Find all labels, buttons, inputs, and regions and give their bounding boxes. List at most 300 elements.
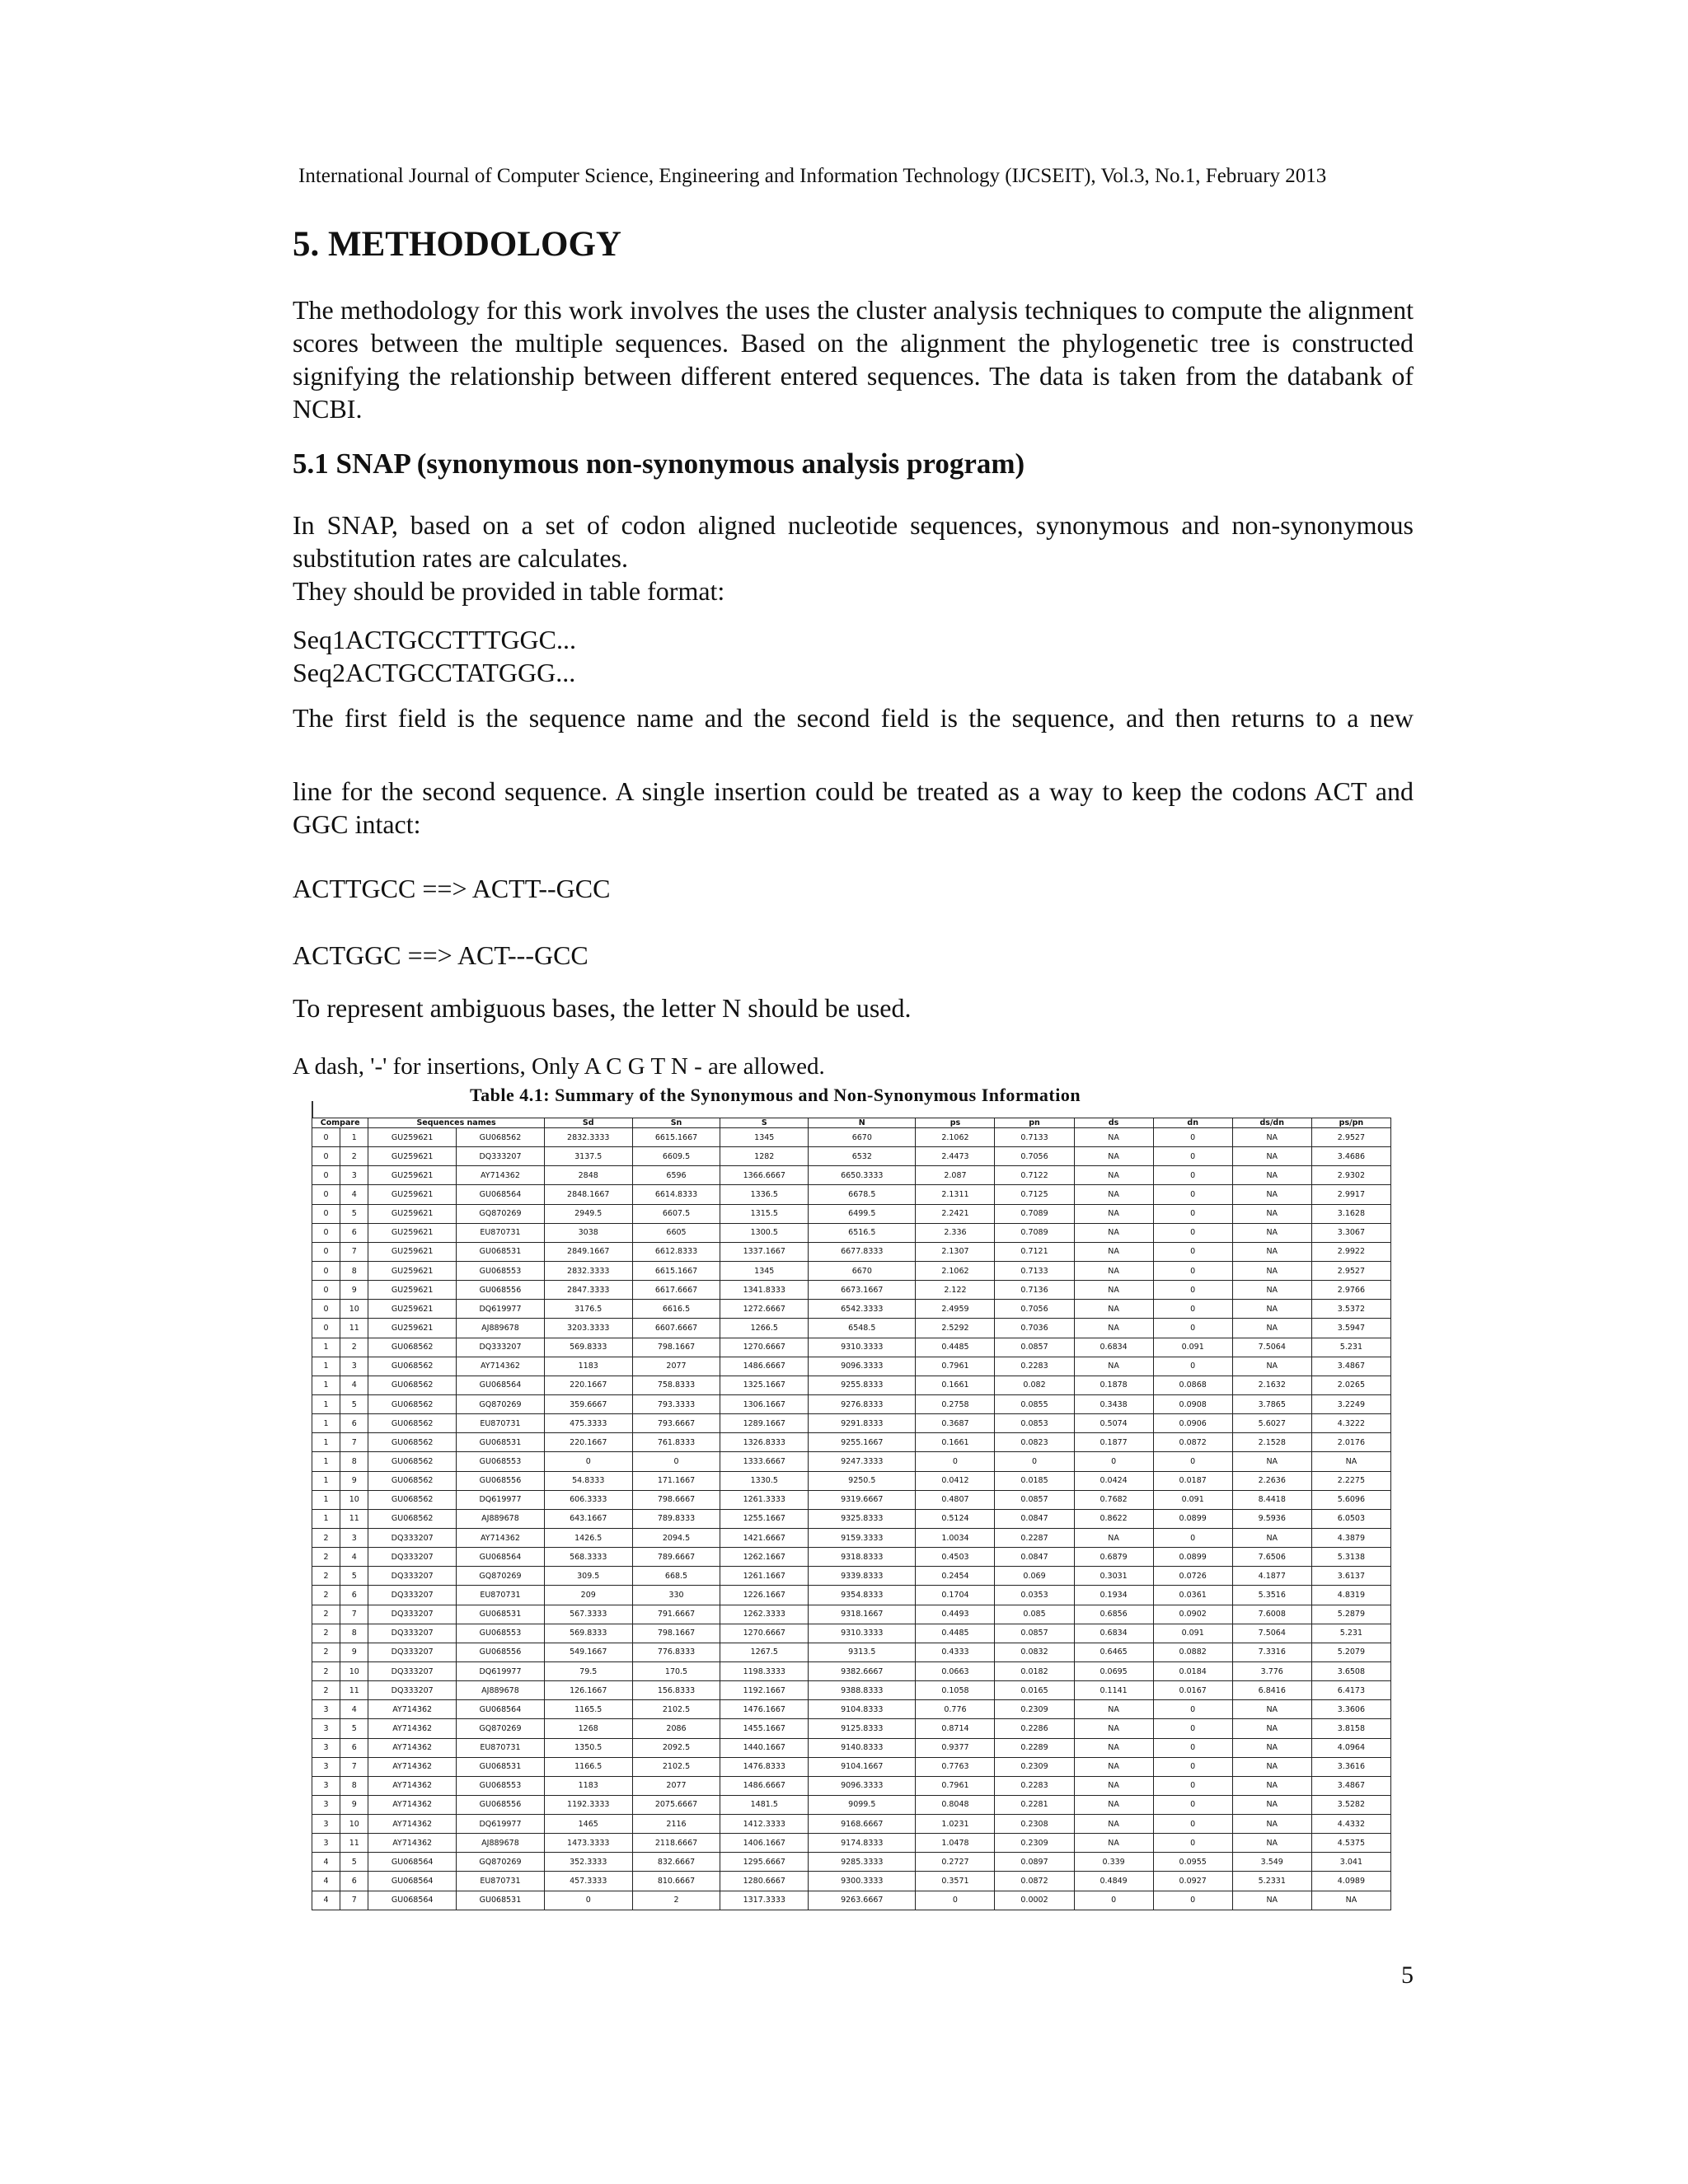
table-cell: 9 bbox=[340, 1643, 368, 1661]
table-cell: 3.3616 bbox=[1311, 1757, 1390, 1776]
table-cell: NA bbox=[1232, 1795, 1311, 1814]
table-header-cell: Sn bbox=[632, 1118, 720, 1128]
table-row bbox=[312, 1757, 1391, 1776]
table-cell: 5 bbox=[340, 1567, 368, 1586]
sequence-example-2: Seq2ACTGCCTATGGG... bbox=[293, 658, 576, 687]
table-cell: 0.0847 bbox=[995, 1509, 1074, 1528]
table-cell: AY714362 bbox=[368, 1834, 457, 1853]
table-cell: 0.0868 bbox=[1153, 1376, 1232, 1394]
table-cell: 9276.8333 bbox=[809, 1394, 916, 1413]
table-cell: 1300.5 bbox=[720, 1223, 809, 1242]
table-cell: 2.2421 bbox=[916, 1204, 995, 1223]
table-cell: 0 bbox=[1153, 1834, 1232, 1853]
table-cell: 2.9302 bbox=[1311, 1166, 1390, 1185]
table-cell: 220.1667 bbox=[544, 1433, 632, 1452]
table-cell: 0.0899 bbox=[1153, 1509, 1232, 1528]
table-cell: 5.231 bbox=[1311, 1624, 1390, 1643]
table-cell: 1.0231 bbox=[916, 1815, 995, 1834]
table-cell: 0.7122 bbox=[995, 1166, 1074, 1185]
table-cell: DQ333207 bbox=[368, 1586, 457, 1605]
table-cell: 0.1141 bbox=[1074, 1681, 1153, 1700]
table-cell: 2.9922 bbox=[1311, 1242, 1390, 1261]
table-cell: NA bbox=[1232, 1128, 1311, 1147]
table-cell: GU068556 bbox=[457, 1471, 545, 1490]
table-cell: 0.4503 bbox=[916, 1548, 995, 1567]
table-cell: NA bbox=[1232, 1452, 1311, 1471]
table-cell: 0.0857 bbox=[995, 1490, 1074, 1509]
table-cell: 791.6667 bbox=[632, 1605, 720, 1624]
table-row bbox=[312, 1357, 1391, 1376]
table-row bbox=[312, 1643, 1391, 1661]
table-cell: 0.7121 bbox=[995, 1242, 1074, 1261]
table-cell: 0 bbox=[1153, 1700, 1232, 1719]
table-cell: NA bbox=[1074, 1204, 1153, 1223]
table-cell: 0.2289 bbox=[995, 1738, 1074, 1757]
table-cell: 1270.6667 bbox=[720, 1624, 809, 1643]
table-cell: 2.4473 bbox=[916, 1147, 995, 1166]
table-cell: 7 bbox=[340, 1605, 368, 1624]
table-cell: 9159.3333 bbox=[809, 1528, 916, 1547]
table-cell: 9285.3333 bbox=[809, 1853, 916, 1872]
table-cell: 5 bbox=[340, 1394, 368, 1413]
table-cell: 1266.5 bbox=[720, 1319, 809, 1338]
table-cell: 3 bbox=[312, 1834, 340, 1853]
table-cell: 6607.6667 bbox=[632, 1319, 720, 1338]
table-cell: 9255.8333 bbox=[809, 1376, 916, 1394]
table-cell: 1473.3333 bbox=[544, 1834, 632, 1853]
table-cell: 0 bbox=[1153, 1223, 1232, 1242]
table-cell: DQ333207 bbox=[368, 1567, 457, 1586]
table-cell: 0.4333 bbox=[916, 1643, 995, 1661]
table-cell: 2832.3333 bbox=[544, 1128, 632, 1147]
table-row bbox=[312, 1490, 1391, 1509]
journal-header: International Journal of Computer Science, Engineering and Information Technology (IJCSEIT), Vol.3, No.1, February 2013 bbox=[298, 165, 1327, 187]
table-cell: GU068556 bbox=[457, 1281, 545, 1300]
table-cell: 9 bbox=[340, 1471, 368, 1490]
table-cell: 8 bbox=[340, 1261, 368, 1280]
table-cell: NA bbox=[1074, 1815, 1153, 1834]
table-cell: 9247.3333 bbox=[809, 1452, 916, 1471]
table-cell: 0.7089 bbox=[995, 1223, 1074, 1242]
table-cell: 3.549 bbox=[1232, 1853, 1311, 1872]
table-cell: 0.7133 bbox=[995, 1128, 1074, 1147]
table-cell: 1325.1667 bbox=[720, 1376, 809, 1394]
table-cell: 3 bbox=[340, 1166, 368, 1185]
table-cell: 6548.5 bbox=[809, 1319, 916, 1338]
table-cell: 1 bbox=[312, 1414, 340, 1433]
table-cell: 798.6667 bbox=[632, 1490, 720, 1509]
table-cell: GU259621 bbox=[368, 1147, 457, 1166]
table-cell: 3.6137 bbox=[1311, 1567, 1390, 1586]
table-cell: 5.3516 bbox=[1232, 1586, 1311, 1605]
table-row bbox=[312, 1471, 1391, 1490]
table-cell: 6499.5 bbox=[809, 1204, 916, 1223]
table-cell: GU259621 bbox=[368, 1319, 457, 1338]
table-cell: 0.0832 bbox=[995, 1643, 1074, 1661]
table-cell: 569.8333 bbox=[544, 1338, 632, 1357]
table-cell: 0.1934 bbox=[1074, 1586, 1153, 1605]
field-paragraph bbox=[293, 701, 1414, 734]
table-cell: 2 bbox=[312, 1567, 340, 1586]
table-cell: 643.1667 bbox=[544, 1509, 632, 1528]
table-cell: 7 bbox=[340, 1757, 368, 1776]
table-cell: 8 bbox=[340, 1776, 368, 1795]
table-row bbox=[312, 1605, 1391, 1624]
table-cell: 0 bbox=[995, 1452, 1074, 1471]
table-row bbox=[312, 1700, 1391, 1719]
table-cell: 1.0478 bbox=[916, 1834, 995, 1853]
table-cell: 4 bbox=[340, 1185, 368, 1204]
table-cell: 4.5375 bbox=[1311, 1834, 1390, 1853]
table-cell: 0.7763 bbox=[916, 1757, 995, 1776]
table-cell: 9096.3333 bbox=[809, 1776, 916, 1795]
table-row bbox=[312, 1528, 1391, 1547]
table-cell: 3 bbox=[312, 1776, 340, 1795]
table-cell: GU259621 bbox=[368, 1128, 457, 1147]
table-cell: 2.0176 bbox=[1311, 1433, 1390, 1452]
table-cell: 1261.1667 bbox=[720, 1567, 809, 1586]
table-cell: 0 bbox=[312, 1281, 340, 1300]
table-cell: 6 bbox=[340, 1586, 368, 1605]
table-cell: 1262.3333 bbox=[720, 1605, 809, 1624]
table-cell: GU068531 bbox=[457, 1891, 545, 1910]
table-corner-mark bbox=[312, 1101, 313, 1118]
table-cell: 3 bbox=[340, 1357, 368, 1376]
table-cell: 6616.5 bbox=[632, 1300, 720, 1319]
table-row bbox=[312, 1261, 1391, 1280]
table-cell: NA bbox=[1074, 1166, 1153, 1185]
table-row bbox=[312, 1815, 1391, 1834]
table-cell: 2.1307 bbox=[916, 1242, 995, 1261]
table-cell: NA bbox=[1074, 1128, 1153, 1147]
table-cell: 7.5064 bbox=[1232, 1624, 1311, 1643]
table-cell: 0.7089 bbox=[995, 1204, 1074, 1223]
table-row bbox=[312, 1338, 1391, 1357]
table-cell: 0 bbox=[544, 1452, 632, 1471]
table-cell: 0.3031 bbox=[1074, 1567, 1153, 1586]
table-cell: 0.6834 bbox=[1074, 1338, 1153, 1357]
table-cell: 0 bbox=[312, 1223, 340, 1242]
table-cell: 1262.1667 bbox=[720, 1548, 809, 1567]
table-cell: 0 bbox=[312, 1166, 340, 1185]
table-cell: 2.9766 bbox=[1311, 1281, 1390, 1300]
table-cell: 2 bbox=[312, 1548, 340, 1567]
table-cell: 0.0882 bbox=[1153, 1643, 1232, 1661]
field-paragraph-text: The first field is the sequence name and the second field is the sequence, and then returns to a new bbox=[293, 703, 1414, 733]
table-cell: NA bbox=[1232, 1528, 1311, 1547]
table-title: Table 4.1: Summary of the Synonymous and Non-Synonymous Information bbox=[470, 1085, 1081, 1105]
table-cell: 0.7961 bbox=[916, 1776, 995, 1795]
insertion-example-1: ACTTGCC ==> ACTT--GCC bbox=[293, 874, 611, 903]
table-cell: 0.2309 bbox=[995, 1757, 1074, 1776]
table-cell: 0.1704 bbox=[916, 1586, 995, 1605]
table-header-cell: ps/pn bbox=[1311, 1118, 1390, 1128]
table-cell: 9263.6667 bbox=[809, 1891, 916, 1910]
table-cell: NA bbox=[1074, 1719, 1153, 1738]
table-cell: 171.1667 bbox=[632, 1471, 720, 1490]
table-row bbox=[312, 1795, 1391, 1814]
table-cell: 1341.8333 bbox=[720, 1281, 809, 1300]
table-cell: 3.2249 bbox=[1311, 1394, 1390, 1413]
table-cell: 11 bbox=[340, 1834, 368, 1853]
table-cell: 2.087 bbox=[916, 1166, 995, 1185]
table-cell: NA bbox=[1232, 1776, 1311, 1795]
table-cell: 2848.1667 bbox=[544, 1185, 632, 1204]
table-cell: NA bbox=[1074, 1700, 1153, 1719]
table-cell: 0 bbox=[312, 1147, 340, 1166]
table-cell: 6605 bbox=[632, 1223, 720, 1242]
table-cell: 1 bbox=[312, 1471, 340, 1490]
table-cell: 0 bbox=[1153, 1357, 1232, 1376]
table-cell: 3.4686 bbox=[1311, 1147, 1390, 1166]
table-row bbox=[312, 1586, 1391, 1605]
table-cell: 2 bbox=[312, 1528, 340, 1547]
table-cell: 4 bbox=[312, 1872, 340, 1891]
table-cell: GQ870269 bbox=[457, 1567, 545, 1586]
table-cell: 0.1661 bbox=[916, 1433, 995, 1452]
table-cell: 0.1661 bbox=[916, 1376, 995, 1394]
table-row bbox=[312, 1223, 1391, 1242]
table-cell: 1192.1667 bbox=[720, 1681, 809, 1700]
table-cell: EU870731 bbox=[457, 1414, 545, 1433]
table-cell: 6670 bbox=[809, 1261, 916, 1280]
table-cell: 9096.3333 bbox=[809, 1357, 916, 1376]
table-cell: 9319.6667 bbox=[809, 1490, 916, 1509]
table-cell: 9310.3333 bbox=[809, 1338, 916, 1357]
table-cell: 0.0165 bbox=[995, 1681, 1074, 1700]
table-cell: 6.4173 bbox=[1311, 1681, 1390, 1700]
table-cell: 0.0897 bbox=[995, 1853, 1074, 1872]
table-cell: 0.085 bbox=[995, 1605, 1074, 1624]
table-cell: 2092.5 bbox=[632, 1738, 720, 1757]
table-cell: 7.6506 bbox=[1232, 1548, 1311, 1567]
table-cell: 0.0726 bbox=[1153, 1567, 1232, 1586]
table-row bbox=[312, 1414, 1391, 1433]
table-cell: 0 bbox=[1153, 1891, 1232, 1910]
summary-table-container bbox=[312, 1118, 1391, 1910]
table-cell: 0.1878 bbox=[1074, 1376, 1153, 1394]
table-cell: 810.6667 bbox=[632, 1872, 720, 1891]
table-cell: AY714362 bbox=[457, 1166, 545, 1185]
table-cell: GU259621 bbox=[368, 1185, 457, 1204]
table-cell: 0.7136 bbox=[995, 1281, 1074, 1300]
snap-paragraph: In SNAP, based on a set of codon aligned nucleotide sequences, synonymous and non-synonymous substitution rates are calculates. bbox=[293, 510, 1414, 573]
table-cell: 309.5 bbox=[544, 1567, 632, 1586]
table-cell: 0.3571 bbox=[916, 1872, 995, 1891]
table-cell: 789.6667 bbox=[632, 1548, 720, 1567]
table-cell: NA bbox=[1232, 1757, 1311, 1776]
table-cell: 606.3333 bbox=[544, 1490, 632, 1509]
table-cell: 1345 bbox=[720, 1128, 809, 1147]
table-cell: GU068531 bbox=[457, 1433, 545, 1452]
table-cell: NA bbox=[1232, 1223, 1311, 1242]
table-cell: 0.7133 bbox=[995, 1261, 1074, 1280]
table-cell: 0 bbox=[312, 1185, 340, 1204]
table-cell: 2847.3333 bbox=[544, 1281, 632, 1300]
table-cell: 1412.3333 bbox=[720, 1815, 809, 1834]
table-cell: 0 bbox=[916, 1891, 995, 1910]
table-header-cell: N bbox=[809, 1118, 916, 1128]
table-cell: AY714362 bbox=[368, 1795, 457, 1814]
table-cell: 126.1667 bbox=[544, 1681, 632, 1700]
table-cell: NA bbox=[1232, 1281, 1311, 1300]
table-cell: NA bbox=[1232, 1261, 1311, 1280]
table-cell: 54.8333 bbox=[544, 1471, 632, 1490]
table-cell: 1166.5 bbox=[544, 1757, 632, 1776]
table-cell: 3.1628 bbox=[1311, 1204, 1390, 1223]
table-cell: GU068564 bbox=[368, 1872, 457, 1891]
table-cell: 79.5 bbox=[544, 1661, 632, 1680]
table-cell: 2118.6667 bbox=[632, 1834, 720, 1853]
table-cell: 3203.3333 bbox=[544, 1319, 632, 1338]
table-cell: AY714362 bbox=[368, 1700, 457, 1719]
table-cell: AY714362 bbox=[368, 1738, 457, 1757]
table-cell: 776.8333 bbox=[632, 1643, 720, 1661]
table-cell: 0.0847 bbox=[995, 1548, 1074, 1567]
table-cell: NA bbox=[1074, 1528, 1153, 1547]
table-cell: 1198.3333 bbox=[720, 1661, 809, 1680]
table-cell: 1337.1667 bbox=[720, 1242, 809, 1261]
table-cell: NA bbox=[1074, 1223, 1153, 1242]
table-cell: 457.3333 bbox=[544, 1872, 632, 1891]
table-cell: 9354.8333 bbox=[809, 1586, 916, 1605]
table-cell: 2 bbox=[312, 1605, 340, 1624]
table-cell: 2 bbox=[340, 1338, 368, 1357]
intro-paragraph: The methodology for this work involves the uses the cluster analysis techniques to compute the alignment scores between the multiple sequences. Based on the alignment the phylogenetic tree is constructed signifying the relationship between different entered sequences. The data is taken from the databank of NCBI. bbox=[293, 295, 1414, 424]
table-cell: 5 bbox=[340, 1719, 368, 1738]
table-header-cell: ds bbox=[1074, 1118, 1153, 1128]
table-cell: 2 bbox=[312, 1586, 340, 1605]
table-cell: AY714362 bbox=[368, 1719, 457, 1738]
table-cell: 2.4959 bbox=[916, 1300, 995, 1319]
table-cell: 0.3687 bbox=[916, 1414, 995, 1433]
table-cell: 0 bbox=[312, 1204, 340, 1223]
table-cell: 4.4332 bbox=[1311, 1815, 1390, 1834]
table-body bbox=[312, 1128, 1391, 1910]
table-cell: 3.8158 bbox=[1311, 1719, 1390, 1738]
table-cell: 2.336 bbox=[916, 1223, 995, 1242]
table-cell: 4.1877 bbox=[1232, 1567, 1311, 1586]
table-cell: AJ889678 bbox=[457, 1319, 545, 1338]
table-cell: 4.8319 bbox=[1311, 1586, 1390, 1605]
table-cell: 6542.3333 bbox=[809, 1300, 916, 1319]
table-cell: 1280.6667 bbox=[720, 1872, 809, 1891]
table-header-cell: pn bbox=[995, 1118, 1074, 1128]
table-cell: 0.2308 bbox=[995, 1815, 1074, 1834]
table-cell: NA bbox=[1232, 1357, 1311, 1376]
table-cell: 0.2283 bbox=[995, 1357, 1074, 1376]
section-title: 5. METHODOLOGY bbox=[293, 225, 621, 264]
table-cell: GU068564 bbox=[457, 1376, 545, 1394]
table-cell: 11 bbox=[340, 1681, 368, 1700]
table-cell: 1268 bbox=[544, 1719, 632, 1738]
table-cell: 0.7682 bbox=[1074, 1490, 1153, 1509]
table-cell: 3 bbox=[312, 1757, 340, 1776]
table-cell: 0.4485 bbox=[916, 1338, 995, 1357]
table-cell: 0 bbox=[1153, 1128, 1232, 1147]
table-cell: GU068564 bbox=[457, 1700, 545, 1719]
table-cell: 0.0857 bbox=[995, 1624, 1074, 1643]
table-cell: GU068564 bbox=[457, 1548, 545, 1567]
table-cell: 2.2275 bbox=[1311, 1471, 1390, 1490]
table-cell: 3.5372 bbox=[1311, 1300, 1390, 1319]
table-cell: 1261.3333 bbox=[720, 1490, 809, 1509]
table-cell: GU068562 bbox=[368, 1433, 457, 1452]
table-cell: 3137.5 bbox=[544, 1147, 632, 1166]
table-cell: 0 bbox=[1153, 1185, 1232, 1204]
table-cell: 2077 bbox=[632, 1776, 720, 1795]
table-cell: 0.6879 bbox=[1074, 1548, 1153, 1567]
table-cell: DQ333207 bbox=[368, 1548, 457, 1567]
table-cell: 0 bbox=[1153, 1776, 1232, 1795]
table-cell: DQ333207 bbox=[368, 1528, 457, 1547]
table-cell: 7.6008 bbox=[1232, 1605, 1311, 1624]
table-cell: 6678.5 bbox=[809, 1185, 916, 1204]
table-cell: 1345 bbox=[720, 1261, 809, 1280]
table-cell: 2.2636 bbox=[1232, 1471, 1311, 1490]
table-cell: 209 bbox=[544, 1586, 632, 1605]
table-row bbox=[312, 1776, 1391, 1795]
table-cell: 3176.5 bbox=[544, 1300, 632, 1319]
table-cell: AY714362 bbox=[457, 1357, 545, 1376]
table-cell: 0.2286 bbox=[995, 1719, 1074, 1738]
table-cell: 1455.1667 bbox=[720, 1719, 809, 1738]
table-cell: NA bbox=[1074, 1357, 1153, 1376]
table-cell: 1 bbox=[312, 1338, 340, 1357]
table-row bbox=[312, 1567, 1391, 1586]
table-cell: 0.2309 bbox=[995, 1834, 1074, 1853]
table-cell: 2 bbox=[312, 1681, 340, 1700]
table-cell: 4 bbox=[340, 1376, 368, 1394]
table-cell: 0.7056 bbox=[995, 1147, 1074, 1166]
ambiguous-bases-line: To represent ambiguous bases, the letter N should be used. bbox=[293, 993, 912, 1023]
table-cell: 9.5936 bbox=[1232, 1509, 1311, 1528]
table-cell: GU068556 bbox=[457, 1795, 545, 1814]
table-cell: 0.0424 bbox=[1074, 1471, 1153, 1490]
table-cell: 0 bbox=[312, 1128, 340, 1147]
table-cell: GU068562 bbox=[368, 1376, 457, 1394]
table-cell: GU068531 bbox=[457, 1757, 545, 1776]
table-cell: 1481.5 bbox=[720, 1795, 809, 1814]
table-cell: 9250.5 bbox=[809, 1471, 916, 1490]
table-cell: 0.0695 bbox=[1074, 1661, 1153, 1680]
table-cell: NA bbox=[1074, 1147, 1153, 1166]
table-cell: 9 bbox=[340, 1795, 368, 1814]
table-cell: 6615.1667 bbox=[632, 1261, 720, 1280]
table-cell: 2949.5 bbox=[544, 1204, 632, 1223]
table-cell: 0 bbox=[1153, 1738, 1232, 1757]
table-cell: 1333.6667 bbox=[720, 1452, 809, 1471]
table-cell: NA bbox=[1311, 1452, 1390, 1471]
table-cell: 2.1062 bbox=[916, 1128, 995, 1147]
table-cell: NA bbox=[1232, 1815, 1311, 1834]
table-cell: 0.339 bbox=[1074, 1853, 1153, 1872]
table-cell: 1 bbox=[312, 1452, 340, 1471]
table-cell: 0.4493 bbox=[916, 1605, 995, 1624]
table-cell: 568.3333 bbox=[544, 1548, 632, 1567]
table-cell: 0.7056 bbox=[995, 1300, 1074, 1319]
table-cell: GU068562 bbox=[368, 1509, 457, 1528]
table-row bbox=[312, 1204, 1391, 1223]
table-cell: 5.231 bbox=[1311, 1338, 1390, 1357]
table-header-row bbox=[312, 1118, 1391, 1128]
table-cell: GU068553 bbox=[457, 1624, 545, 1643]
table-cell: GU068553 bbox=[457, 1776, 545, 1795]
table-cell: 0 bbox=[1153, 1319, 1232, 1338]
table-cell: 1426.5 bbox=[544, 1528, 632, 1547]
table-cell: 6609.5 bbox=[632, 1147, 720, 1166]
table-cell: DQ333207 bbox=[368, 1605, 457, 1624]
